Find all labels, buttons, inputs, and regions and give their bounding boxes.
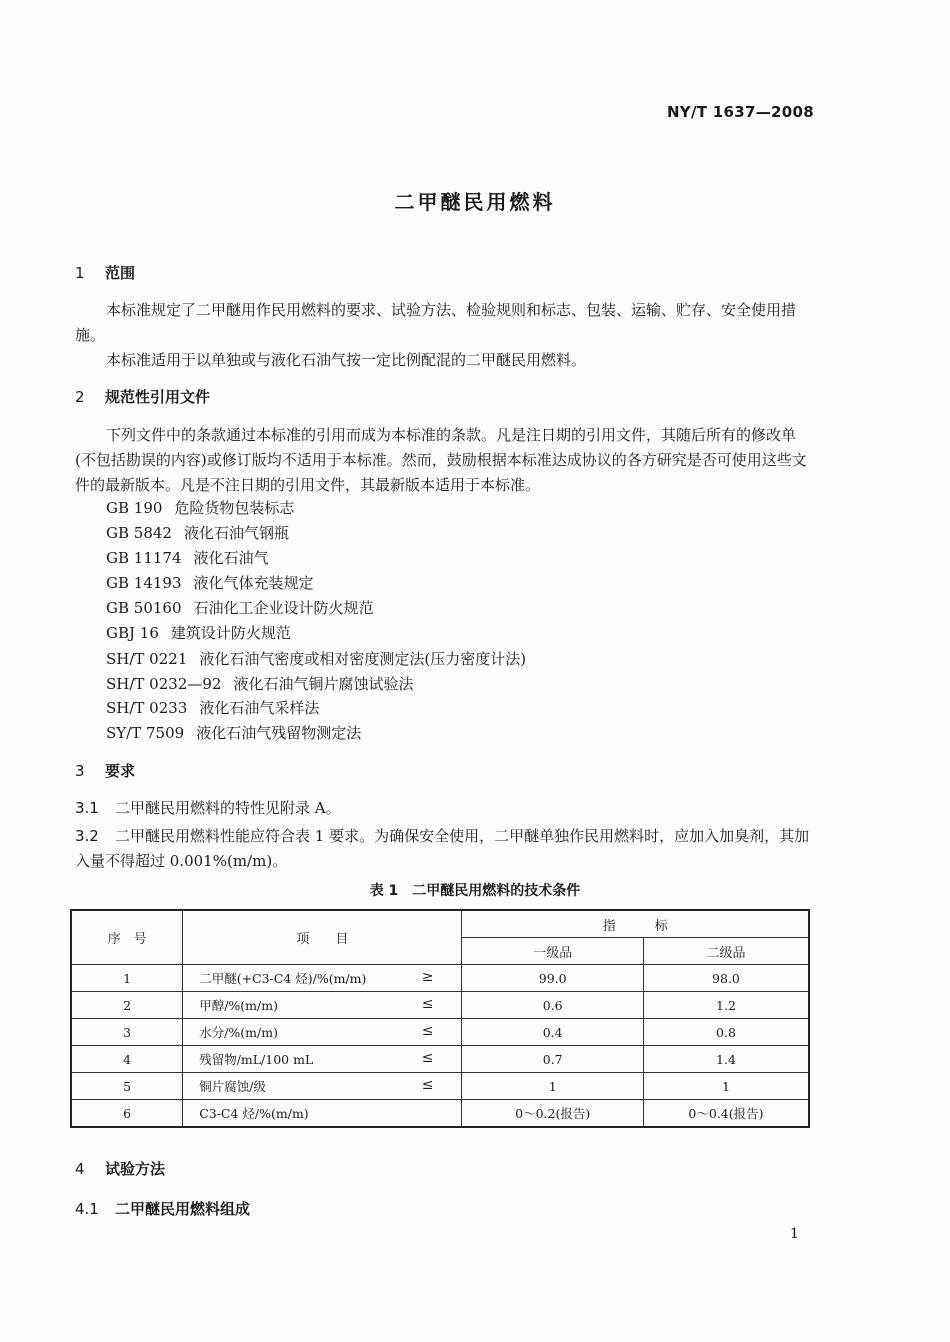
reference-name: 建筑设计防火规范 (170, 624, 291, 642)
reference-item (106, 648, 526, 669)
cell-item (183, 965, 462, 992)
reference-item (106, 722, 361, 743)
operator-symbol: ≤ (421, 996, 434, 1012)
reference-code: SH/T 0232—92 (106, 675, 222, 693)
cell-item (183, 992, 462, 1019)
reference-item (106, 572, 314, 593)
section-number: 1 (75, 264, 85, 282)
cell-seq: 4 (71, 1046, 183, 1073)
cell-grade-1: 0～0.2(报告) (462, 1100, 643, 1128)
cell-grade-2: 1.2 (643, 992, 809, 1019)
reference-code: GBJ 16 (106, 624, 159, 642)
cell-grade-2: 1.4 (643, 1046, 809, 1073)
reference-name: 液化石油气密度或相对密度测定法(压力密度计法) (199, 650, 527, 668)
reference-name: 石油化工企业设计防火规范 (193, 599, 374, 617)
section-number: 3 (75, 762, 85, 780)
cell-grade-2: 1 (643, 1073, 809, 1100)
table-row (71, 1100, 809, 1128)
item-label: 二甲醚(+C3-C4 烃)/%(m/m) (199, 971, 367, 986)
section-number: 4 (75, 1160, 85, 1178)
page-number: 1 (790, 1226, 799, 1242)
reference-code: SH/T 0221 (106, 650, 188, 668)
reference-name: 液化石油气残留物测定法 (196, 724, 362, 742)
reference-item (106, 497, 294, 518)
item-label: 甲醇/%(m/m) (199, 998, 278, 1013)
reference-item (106, 547, 269, 568)
cell-seq: 5 (71, 1073, 183, 1100)
reference-item (106, 522, 289, 543)
reference-name: 液化气体充装规定 (193, 574, 314, 592)
cell-seq: 2 (71, 992, 183, 1019)
header-grade-1: 一级品 (462, 938, 643, 965)
table-row (71, 1073, 809, 1100)
clause-number: 3.1 (75, 799, 99, 817)
reference-code: GB 5842 (106, 524, 172, 542)
table-row (71, 965, 809, 992)
cell-grade-2: 98.0 (643, 965, 809, 992)
reference-name: 液化石油气采样法 (199, 699, 320, 717)
header-item: 项 目 (183, 910, 462, 965)
clause-number: 4.1 (75, 1200, 99, 1218)
section-number: 2 (75, 388, 85, 406)
clause-text: 二甲醚民用燃料的特性见附录 A。 (115, 799, 341, 817)
cell-item (183, 1046, 462, 1073)
reference-code: GB 14193 (106, 574, 182, 592)
table-row (71, 992, 809, 1019)
cell-item (183, 1073, 462, 1100)
cell-item (183, 1100, 462, 1128)
header-index: 指 标 (462, 910, 809, 938)
section-2-heading (75, 386, 210, 407)
cell-grade-2: 0～0.4(报告) (643, 1100, 809, 1128)
section-1-paragraph-2: 本标准适用于以单独或与液化石油气按一定比例配混的二甲醚民用燃料。 (106, 351, 587, 369)
reference-name: 液化石油气 (193, 549, 269, 567)
operator-symbol: ≥ (421, 969, 434, 985)
item-label: C3-C4 烃/%(m/m) (199, 1106, 309, 1121)
item-label: 水分/%(m/m) (199, 1025, 278, 1040)
item-label: 铜片腐蚀/级 (199, 1079, 266, 1094)
cell-seq: 3 (71, 1019, 183, 1046)
section-title: 规范性引用文件 (105, 388, 211, 406)
section-title: 试验方法 (105, 1160, 166, 1178)
cell-seq: 6 (71, 1100, 183, 1128)
table-row (71, 1046, 809, 1073)
header-grade-2: 二级品 (643, 938, 809, 965)
reference-code: GB 11174 (106, 549, 182, 567)
cell-seq: 1 (71, 965, 183, 992)
cell-grade-1: 1 (462, 1073, 643, 1100)
table-header-row (71, 910, 809, 938)
clause-3-2 (75, 824, 815, 874)
clause-title: 二甲醚民用燃料组成 (115, 1200, 251, 1218)
operator-symbol: ≤ (421, 1023, 434, 1039)
section-2-paragraph: 下列文件中的条款通过本标准的引用而成为本标准的条款。凡是注日期的引用文件，其随后所有的修改单(不包括勘误的内容)或修订版均不适用于本标准。然而，鼓励根据本标准达成协议的各方研究是否可使用这些文件的最新版本。凡是不注日期的引用文件，其最新版本适用于本标准。 (75, 426, 807, 494)
reference-code: SY/T 7509 (106, 724, 185, 742)
cell-grade-1: 99.0 (462, 965, 643, 992)
section-title: 范围 (105, 264, 136, 282)
reference-code: GB 50160 (106, 599, 182, 617)
reference-name: 液化石油气铜片腐蚀试验法 (233, 675, 414, 693)
reference-item (106, 622, 291, 643)
reference-item (106, 673, 413, 694)
cell-item (183, 1019, 462, 1046)
section-title: 要求 (105, 762, 136, 780)
operator-symbol: ≤ (421, 1077, 434, 1093)
reference-name: 危险货物包装标志 (174, 499, 295, 517)
reference-code: SH/T 0233 (106, 699, 188, 717)
reference-name: 液化石油气钢瓶 (183, 524, 289, 542)
clause-text: 二甲醚民用燃料性能应符合表 1 要求。为确保安全使用，二甲醚单独作民用燃料时，应加入加臭剂，其加入量不得超过 0.001%(m/m)。 (75, 827, 810, 870)
section-1-paragraph-1: 本标准规定了二甲醚用作民用燃料的要求、试验方法、检验规则和标志、包装、运输、贮存、安全使用措施。 (75, 301, 797, 344)
table-row (71, 1019, 809, 1046)
table-caption: 表 1 二甲醚民用燃料的技术条件 (369, 883, 581, 899)
clause-3-1 (75, 796, 341, 821)
document-title: 二甲醚民用燃料 (394, 190, 556, 214)
clause-number: 3.2 (75, 827, 99, 845)
section-4-heading (75, 1158, 165, 1179)
cell-grade-2: 0.8 (643, 1019, 809, 1046)
section-1-heading (75, 262, 135, 283)
cell-grade-1: 0.4 (462, 1019, 643, 1046)
reference-item (106, 697, 319, 718)
reference-item (106, 597, 374, 618)
cell-grade-1: 0.7 (462, 1046, 643, 1073)
item-label: 残留物/mL/100 mL (199, 1052, 314, 1067)
cell-grade-1: 0.6 (462, 992, 643, 1019)
clause-4-1-heading (75, 1198, 250, 1219)
header-seq: 序 号 (71, 910, 183, 965)
standard-number: NY/T 1637—2008 (666, 103, 814, 121)
operator-symbol: ≤ (421, 1050, 434, 1066)
section-3-heading (75, 760, 135, 781)
reference-code: GB 190 (106, 499, 163, 517)
spec-table (70, 909, 810, 1128)
